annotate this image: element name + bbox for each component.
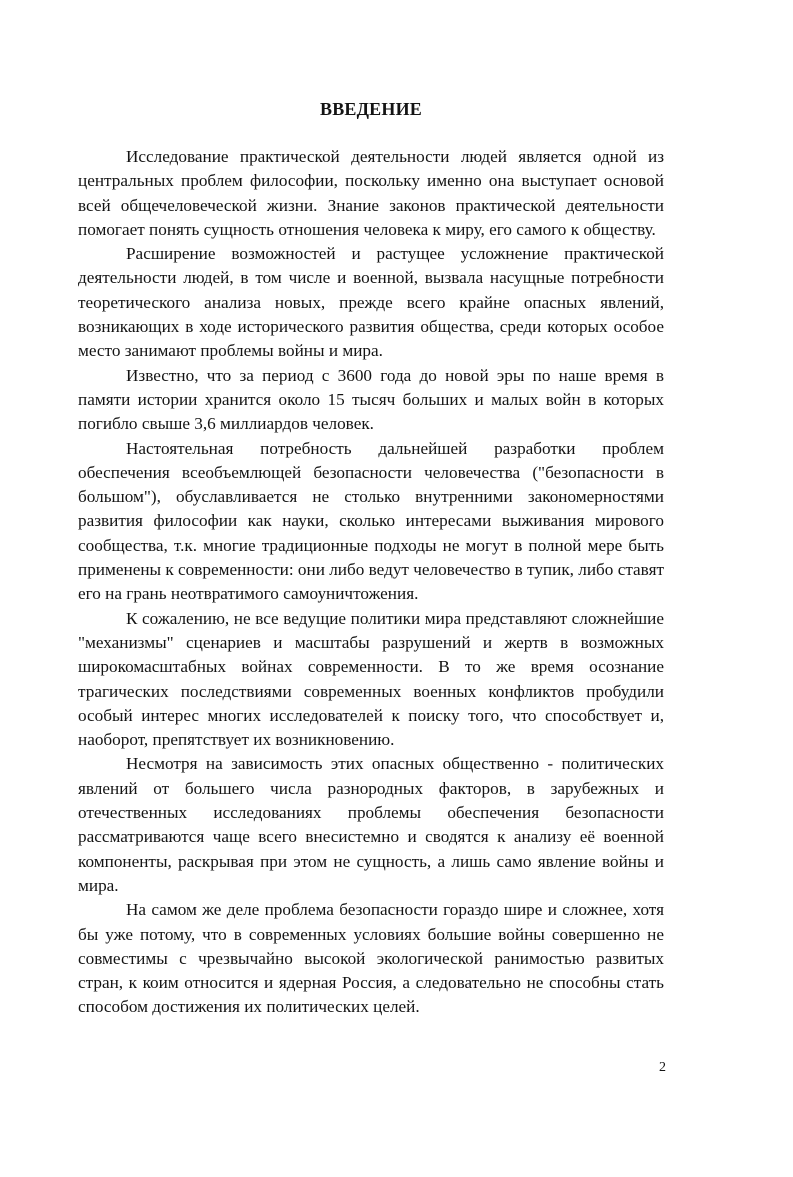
page-content xyxy=(78,97,664,1020)
paragraph-6: Несмотря на зависимость этих опасных общественно - политических явлений от большего числа разнородных факторов, в зарубежных и отечественных исследованиях проблемы обеспечения безопасности рассматриваются чаще всего внесистемно и сводятся к анализу её военной компоненты, раскрывая при этом не сущность, а лишь само явление войны и мира. xyxy=(78,754,664,895)
paragraph-5: К сожалению, не все ведущие политики мира представляют сложнейшие "механизмы" сценариев и масштабы разрушений и жертв в возможных широкомасштабных войнах современности. В то же время осознание трагических последствиями современных военных конфликтов пробудили особый интерес многих исследователей к поиску того, что способствует и, наоборот, препятствует их возникновению. xyxy=(78,608,664,750)
paragraph-2: Расширение возможностей и растущее усложнение практической деятельности людей, в том числе и военной, вызвала насущные потребности теоретического анализа новых, прежде всего крайне опасных явлений, возникающих в ходе исторического развития общества, среди которых особое место занимают проблемы войны и мира. xyxy=(78,244,664,361)
section-title: ВВЕДЕНИЕ xyxy=(319,99,422,119)
paragraph-4: Настоятельная потребность дальнейшей разработки проблем обеспечения всеобъемлющей безопасности человечества ("безопасности в большом"), обуславливается не столько внутренними закономерностями развития философии как науки, сколько интересами выживания мирового сообщества, т.к. многие традиционные подходы не могут в полной мере быть применены к современности: они либо ведут человечество в тупик, либо ставят его на грань неотвратимого самоуничтожения. xyxy=(78,438,664,604)
paragraph-1: Исследование практической деятельности людей является одной из центральных проблем философии, поскольку именно она выступает основой всей общечеловеческой жизни. Знание законов практической деятельности помогает понять сущность отношения человека к миру, его самого к обществу. xyxy=(78,147,664,239)
paragraph-3: Известно, что за период с 3600 года до новой эры по наше время в памяти истории хранится около 15 тысяч больших и малых войн в которых погибло свыше 3,6 миллиардов человек. xyxy=(78,365,664,434)
paragraph-7: На самом же деле проблема безопасности гораздо шире и сложнее, хотя бы уже потому, что в современных условиях большие войны совершенно не совместимы с чрезвычайно высокой экологической ранимостью развитых стран, к коим относится и ядерная Россия, а следовательно не способны стать способом достижения их политических целей. xyxy=(78,900,664,1017)
page-number: 2 xyxy=(659,1060,666,1075)
